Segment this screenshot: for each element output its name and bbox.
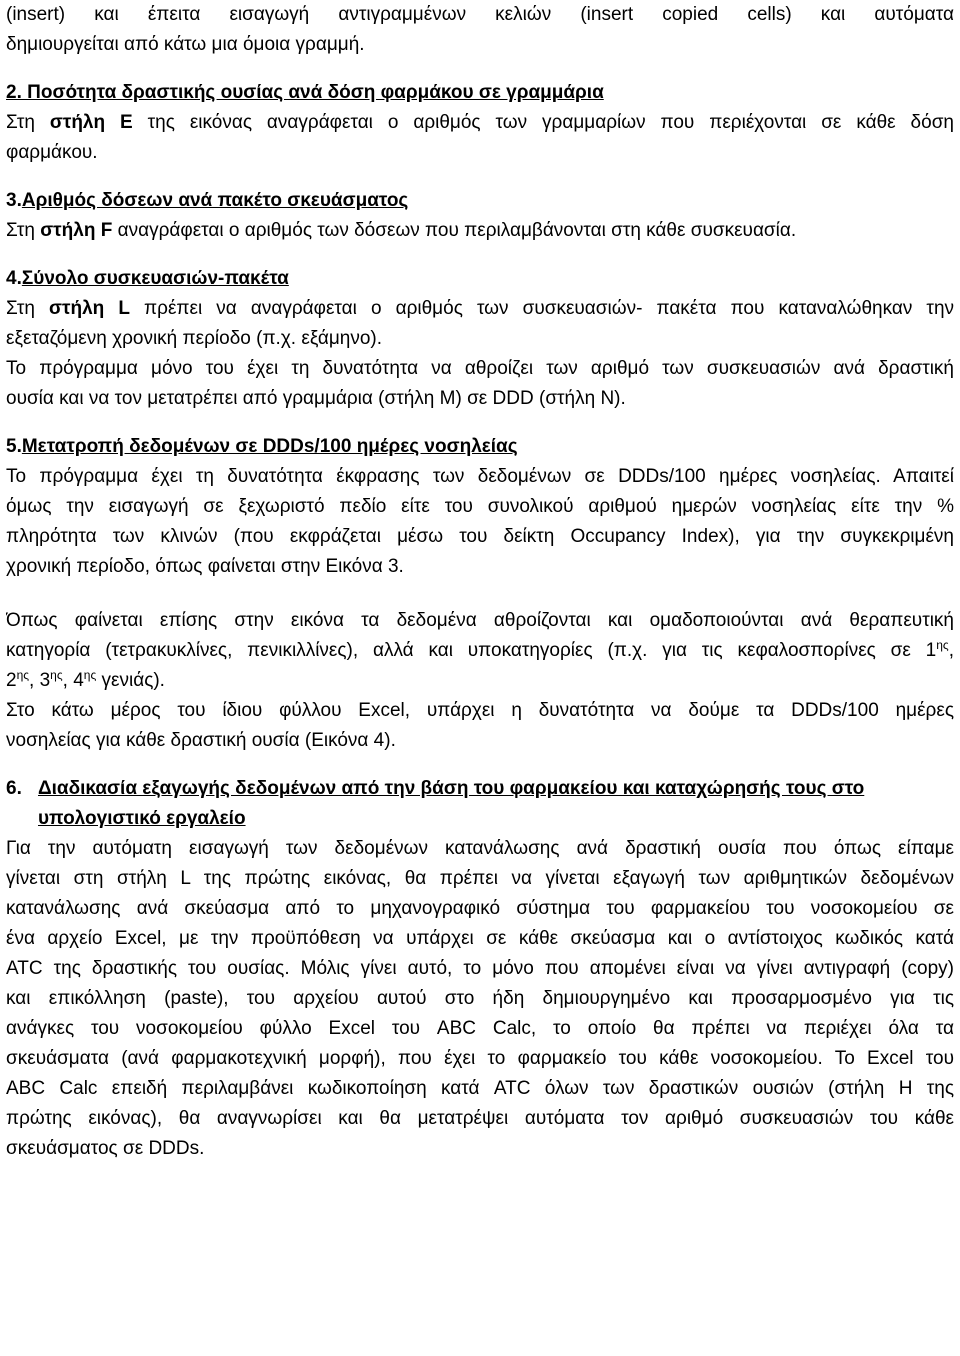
- section-3-title: Αριθμός δόσεων ανά πακέτο σκευάσματος: [21, 190, 409, 211]
- section-2-title: 2. Ποσότητα δραστικής ουσίας ανά δόση φαρμάκου σε γραμμάρια: [6, 82, 604, 103]
- text-run: γενιάς).: [96, 670, 165, 691]
- section-2-heading: [6, 78, 954, 108]
- paragraph-line: ABC Calc επειδή περιλαμβάνει κωδικοποίηση κατά ATC όλων των δραστικών ουσιών (στήλη H της: [6, 1078, 954, 1099]
- paragraph-line: πρώτης εικόνας), θα αναγνωρίσει και θα μετατρέψει αυτόματα τον αριθμό συσκευασιών του κάθε: [6, 1108, 954, 1129]
- paragraph-line: ATC της δραστικής του ουσίας. Μόλις γίνει αυτό, το μόνο που απομένει είναι να γίνει αντιγραφή (copy): [6, 958, 954, 979]
- section-5-title: Μετατροπή δεδομένων σε DDDs/100 ημέρες νοσηλείας: [21, 436, 518, 457]
- paragraph-line: χρονική περίοδο, όπως φαίνεται στην Εικόνα 3.: [6, 556, 404, 577]
- paragraph-line: γίνεται στη στήλη L της πρώτης εικόνας, θα πρέπει να γίνεται εξαγωγή των αριθμητικών δεδομένων: [6, 868, 954, 889]
- paragraph-line: φαρμάκου.: [6, 142, 98, 163]
- text-run: , 4: [62, 670, 84, 691]
- superscript: ης: [16, 668, 30, 682]
- paragraph-line: νοσηλείας για κάθε δραστική ουσία (Εικόνα 4).: [6, 730, 396, 751]
- paragraph-line: Όπως φαίνεται επίσης στην εικόνα τα δεδομένα αθροίζονται και ομαδοποιούνται ανά θεραπευτική: [6, 610, 954, 631]
- text-run: της εικόνας αναγράφεται ο αριθμός των γραμμαρίων που περιέχονται σε κάθε δόση: [132, 112, 954, 133]
- text-run: Στη: [6, 112, 50, 133]
- superscript: ης: [936, 638, 949, 652]
- paragraph-line: Το πρόγραμμα έχει τη δυνατότητα έκφρασης των δεδομένων σε DDDs/100 ημέρες νοσηλείας. Απαιτεί: [6, 466, 954, 487]
- paragraph-line: και επικόλληση (paste), του αρχείου αυτού στο ήδη δημιουργημένο και προσαρμοσμένο για τις: [6, 988, 954, 1009]
- bold-text-run: στήλη F: [40, 220, 113, 241]
- paragraph-line: [6, 636, 954, 666]
- text-run: κατηγορία (τετρακυκλίνες, πενικιλλίνες), αλλά και υποκατηγορίες (π.χ. για τις κεφαλοσπορίνες σε 1: [6, 640, 937, 661]
- paragraph-line: δημιουργείται από κάτω μια όμοια γραμμή.: [6, 34, 365, 55]
- paragraph-line: εξεταζόμενη χρονική περίοδο (π.χ. εξάμηνο).: [6, 328, 383, 349]
- section-5-heading: [6, 432, 954, 462]
- paragraph-line: [6, 666, 954, 696]
- paragraph-line: (insert) και έπειτα εισαγωγή αντιγραμμένων κελιών (insert copied cells) και αυτόματα: [6, 4, 954, 25]
- paragraph-line: [6, 108, 954, 138]
- paragraph-line: [6, 216, 954, 246]
- section-6-heading: [6, 774, 954, 804]
- text-run: αναγράφεται ο αριθμός των δόσεων που περιλαμβάνονται στη κάθε συσκευασία.: [112, 220, 797, 241]
- paragraph-line: Για την αυτόματη εισαγωγή των δεδομένων κατανάλωσης ανά δραστική ουσία που όπως είπαμε: [6, 838, 954, 859]
- paragraph-line: Το πρόγραμμα μόνο του έχει τη δυνατότητα να αθροίζει των αριθμό των συσκευασιών ανά δραστική: [6, 358, 954, 379]
- bold-text-run: στήλη Ε: [49, 112, 133, 133]
- superscript: ης: [50, 668, 63, 682]
- section-6-title: υπολογιστικό εργαλείο: [38, 808, 246, 829]
- section-6-heading-cont: [6, 804, 954, 834]
- paragraph-line: κατανάλωσης ανά σκεύασμα από το μηχανογραφικό σύστημα του φαρμακείου του νοσοκομείου σε: [6, 898, 954, 919]
- section-3-heading: [6, 186, 954, 216]
- paragraph-line: σκευάσματα (ανά φαρμακοτεχνική μορφή), που έχει το φαρμακείο του κάθε νοσοκομείου. Το Excel του: [6, 1048, 954, 1069]
- text-run: Στη: [6, 220, 41, 241]
- section-4-title: Σύνολο συσκευασιών-πακέτα: [21, 268, 289, 289]
- section-6-title: Διαδικασία εξαγωγής δεδομένων από την βάση του φαρμακείου και καταχώρησής τους στο: [38, 778, 865, 799]
- section-4-heading: [6, 264, 954, 294]
- paragraph-line: σκευάσματος σε DDDs.: [6, 1138, 205, 1159]
- section-number: 4.: [6, 268, 22, 289]
- text-run: ,: [948, 640, 954, 661]
- section-number: 6.: [6, 778, 22, 799]
- paragraph-line: όμως την εισαγωγή σε ξεχωριστό πεδίο είτε του συνολικού αριθμού ημερών νοσηλείας είτε την %: [6, 496, 954, 517]
- text-run: πρέπει να αναγράφεται ο αριθμός των συσκευασιών- πακέτα που καταναλώθηκαν την: [129, 298, 954, 319]
- bold-text-run: στήλη L: [49, 298, 130, 319]
- superscript: ης: [83, 668, 97, 682]
- paragraph-line: ουσία και να τον μετατρέπει από γραμμάρια (στήλη M) σε DDD (στήλη N).: [6, 388, 626, 409]
- paragraph-line: ένα αρχείο Excel, με την προϋπόθεση να υπάρχει σε κάθε σκεύασμα και ο αντίστοιχος κωδικός κατά: [6, 928, 954, 949]
- text-run: , 3: [29, 670, 51, 691]
- section-number: 3.: [6, 190, 22, 211]
- section-number: 5.: [6, 436, 22, 457]
- paragraph-line: ανάγκες του νοσοκομείου φύλλο Excel του ABC Calc, το οποίο θα πρέπει να περιέχει όλα τα: [6, 1018, 954, 1039]
- text-run: 2: [6, 670, 17, 691]
- paragraph-line: Στο κάτω μέρος του ίδιου φύλλου Excel, υπάρχει η δυνατότητα να δούμε τα DDDs/100 ημέρες: [6, 700, 954, 721]
- paragraph-line: πληρότητα των κλινών (που εκφράζεται μέσω του δείκτη Occupancy Index), για την συγκεκριμένη: [6, 526, 954, 547]
- text-run: Στη: [6, 298, 49, 319]
- paragraph-line: [6, 294, 954, 324]
